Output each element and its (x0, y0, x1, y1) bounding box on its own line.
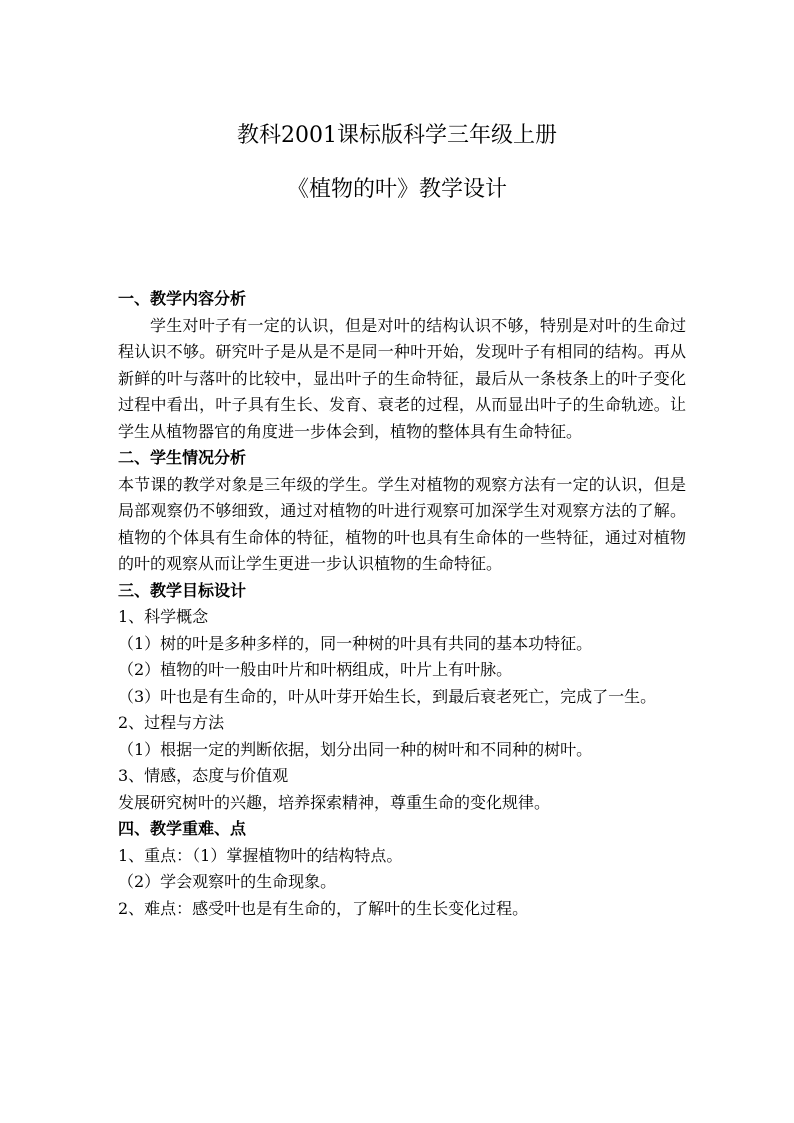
goal-line: （2）植物的叶一般由叶片和叶柄组成，叶片上有叶脉。 (118, 660, 513, 679)
section-heading-key-points: 四、教学重难、点 (118, 819, 247, 838)
goal-line: 1、科学概念 (118, 607, 209, 626)
section-heading-student-analysis: 二、学生情况分析 (118, 448, 247, 467)
student-analysis-paragraph: 本节课的教学对象是三年级的学生。学生对植物的观察方法有一定的认识，但是局部观察仍不够细致，通过对植物的叶进行观察可加深学生对观察方法的了解。植物的个体具有生命体的特征，植物的叶也具有生命体的一些特征，通过对植物的叶的观察从而让学生更进一步认识植物的生命特征。 (118, 474, 686, 573)
key-point-line: 1、重点：（1）掌握植物叶的结构特点。 (118, 845, 403, 865)
goal-line: 3、情感，态度与价值观 (118, 766, 289, 785)
goal-line: （3）叶也是有生命的，叶从叶芽开始生长，到最后衰老死亡，完成了一生。 (118, 686, 657, 706)
goal-line: （1）树的叶是多种多样的，同一种树的叶具有共同的基本功特征。 (118, 633, 593, 653)
goal-line: 2、过程与方法 (118, 713, 225, 732)
document-body (118, 286, 686, 922)
goal-line: 发展研究树叶的兴趣，培养探索精神，尊重生命的变化规律。 (118, 792, 551, 812)
key-point-line: （2）学会观察叶的生命现象。 (118, 872, 337, 891)
content-analysis-paragraph: 学生对叶子有一定的认识，但是对叶的结构认识不够，特别是对叶的生命过程认识不够。研究叶子是从是不是同一种叶开始，发现叶子有相同的结构。再从新鲜的叶与落叶的比较中，显出叶子的生命特征，最后从一条枝条上的叶子变化过程中看出，叶子具有生长、发育、衰老的过程，从而显出叶子的生命轨迹。让学生从植物器官的角度进一步体会到，植物的整体具有生命特征。 (118, 315, 686, 441)
key-point-line: 2、难点：感受叶也是有生命的，了解叶的生长变化过程。 (118, 898, 529, 918)
section-heading-teaching-goals: 三、教学目标设计 (118, 580, 247, 600)
goal-line: （1）根据一定的判断依据，划分出同一种的树叶和不同种的树叶。 (118, 739, 593, 759)
document-title: 教科2001课标版科学三年级上册 (237, 123, 557, 148)
document-subtitle: 《植物的叶》教学设计 (286, 177, 507, 202)
section-heading-content-analysis: 一、教学内容分析 (118, 289, 247, 308)
